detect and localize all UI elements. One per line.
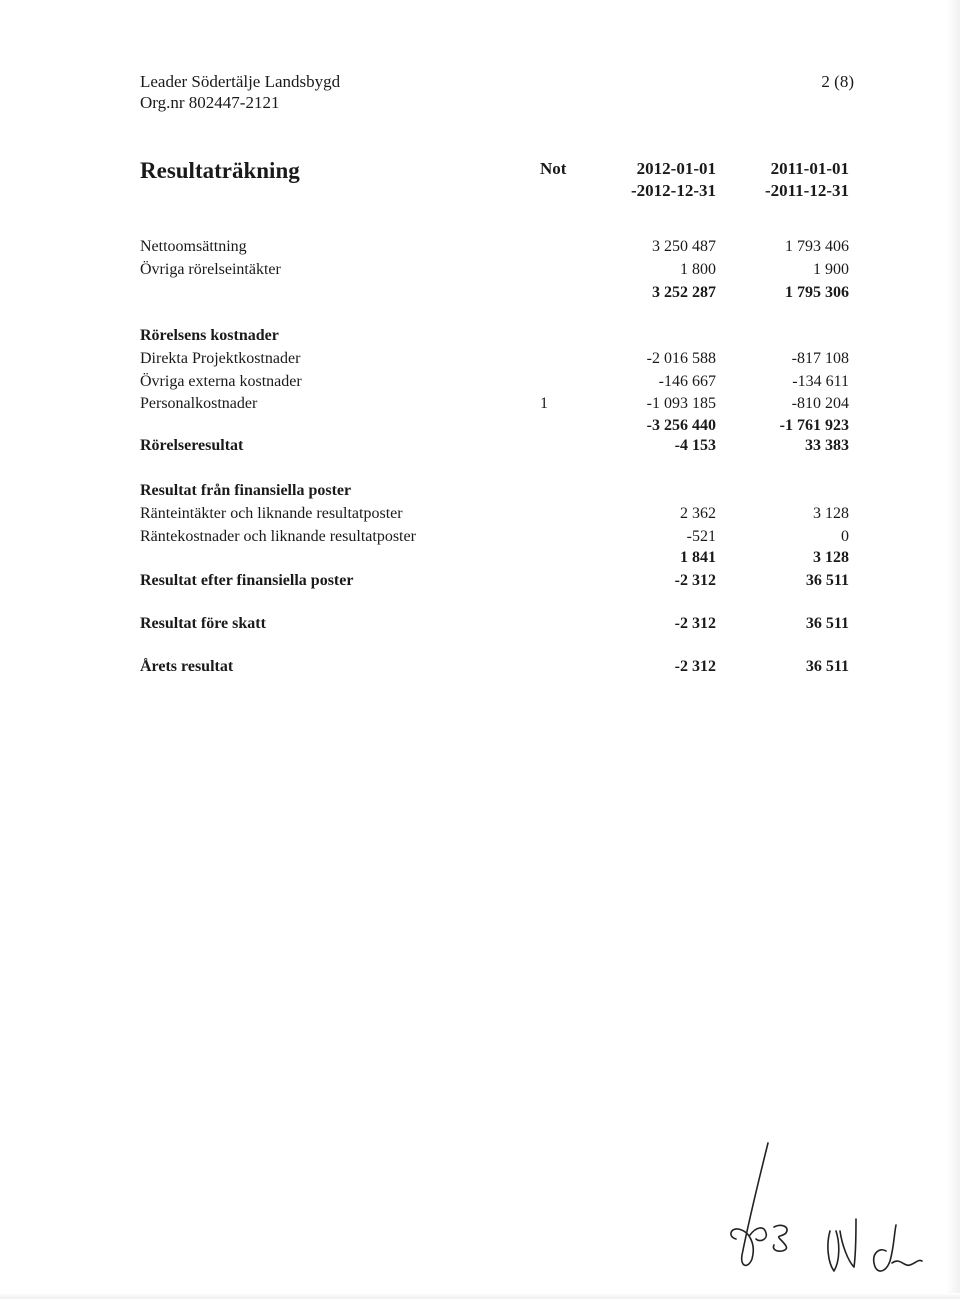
org-name: Leader Södertälje Landsbygd [140, 72, 341, 91]
row-value-2012: -1 093 185 [646, 395, 716, 412]
table-row-total [0, 437, 960, 459]
table-row [0, 350, 960, 372]
row-value-2012: -2 312 [674, 615, 716, 632]
row-value-2012: -2 312 [674, 658, 716, 675]
table-row [0, 505, 960, 527]
row-note: 1 [540, 395, 548, 412]
row-value-2012: -2 312 [674, 572, 716, 589]
row-label: Resultat före skatt [140, 615, 266, 632]
row-label: Resultat efter finansiella poster [140, 572, 354, 589]
period-2011-end: -2011-12-31 [764, 181, 849, 200]
org-number: Org.nr 802447-2121 [140, 93, 280, 112]
table-row [0, 395, 960, 417]
row-value-2011: 36 511 [805, 572, 849, 589]
signature-initials [690, 1135, 940, 1285]
row-value-2011: -1 761 923 [779, 417, 849, 434]
row-value-2011: -134 611 [792, 373, 849, 390]
table-row-total [0, 572, 960, 594]
table-row-total [0, 658, 960, 680]
row-value-2011: -810 204 [791, 395, 849, 412]
row-label: Rörelseresultat [140, 437, 244, 454]
table-row [0, 261, 960, 283]
period-2011-start: 2011-01-01 [770, 159, 849, 178]
column-header-note: Not [540, 159, 567, 178]
row-value-2011: 1 795 306 [785, 284, 849, 301]
row-value-2012: 1 800 [680, 261, 716, 278]
row-value-2011: 1 900 [813, 261, 849, 278]
table-row [0, 373, 960, 395]
row-value-2012: -521 [686, 528, 716, 545]
row-value-2012: 2 362 [680, 505, 716, 522]
row-value-2011: 33 383 [805, 437, 849, 454]
row-value-2012: -4 153 [674, 437, 716, 454]
table-row-subtotal [0, 284, 960, 306]
column-header-2012 [631, 158, 716, 202]
section-heading [0, 482, 960, 504]
period-2012-start: 2012-01-01 [636, 159, 716, 178]
table-row [0, 528, 960, 550]
scan-edge-shadow [946, 0, 960, 1299]
row-label: Räntekostnader och liknande resultatposter [140, 528, 416, 545]
row-value-2012: -2 016 588 [646, 350, 716, 367]
row-value-2011: 36 511 [805, 615, 849, 632]
row-label: Rörelsens kostnader [140, 327, 279, 344]
row-label: Övriga rörelseintäkter [140, 261, 281, 278]
row-value-2012: 1 841 [680, 549, 716, 566]
page-title: Resultaträkning [140, 158, 300, 183]
row-label: Årets resultat [140, 658, 234, 675]
row-value-2011: 0 [841, 528, 849, 545]
row-value-2011: 3 128 [813, 505, 849, 522]
row-value-2012: -3 256 440 [646, 417, 716, 434]
row-value-2012: 3 250 487 [652, 238, 716, 255]
row-label: Direkta Projektkostnader [140, 350, 301, 367]
row-label: Nettoomsättning [140, 238, 247, 255]
table-row-total [0, 615, 960, 637]
row-value-2011: -817 108 [791, 350, 849, 367]
row-label: Övriga externa kostnader [140, 373, 302, 390]
period-2012-end: -2012-12-31 [631, 181, 716, 200]
scan-edge-shadow-bottom [0, 1293, 960, 1299]
row-label: Resultat från finansiella poster [140, 482, 352, 499]
row-value-2012: -146 667 [658, 373, 716, 390]
page-number: 2 (8) [821, 72, 854, 91]
row-label: Personalkostnader [140, 395, 258, 412]
table-row-subtotal [0, 549, 960, 571]
section-heading [0, 327, 960, 349]
column-header-2011 [765, 158, 849, 202]
row-value-2011: 1 793 406 [785, 238, 849, 255]
table-row-subtotal [0, 417, 960, 439]
row-value-2011: 3 128 [813, 549, 849, 566]
table-row [0, 238, 960, 260]
row-label: Ränteintäkter och liknande resultatposter [140, 505, 403, 522]
row-value-2011: 36 511 [805, 658, 849, 675]
row-value-2012: 3 252 287 [652, 284, 716, 301]
